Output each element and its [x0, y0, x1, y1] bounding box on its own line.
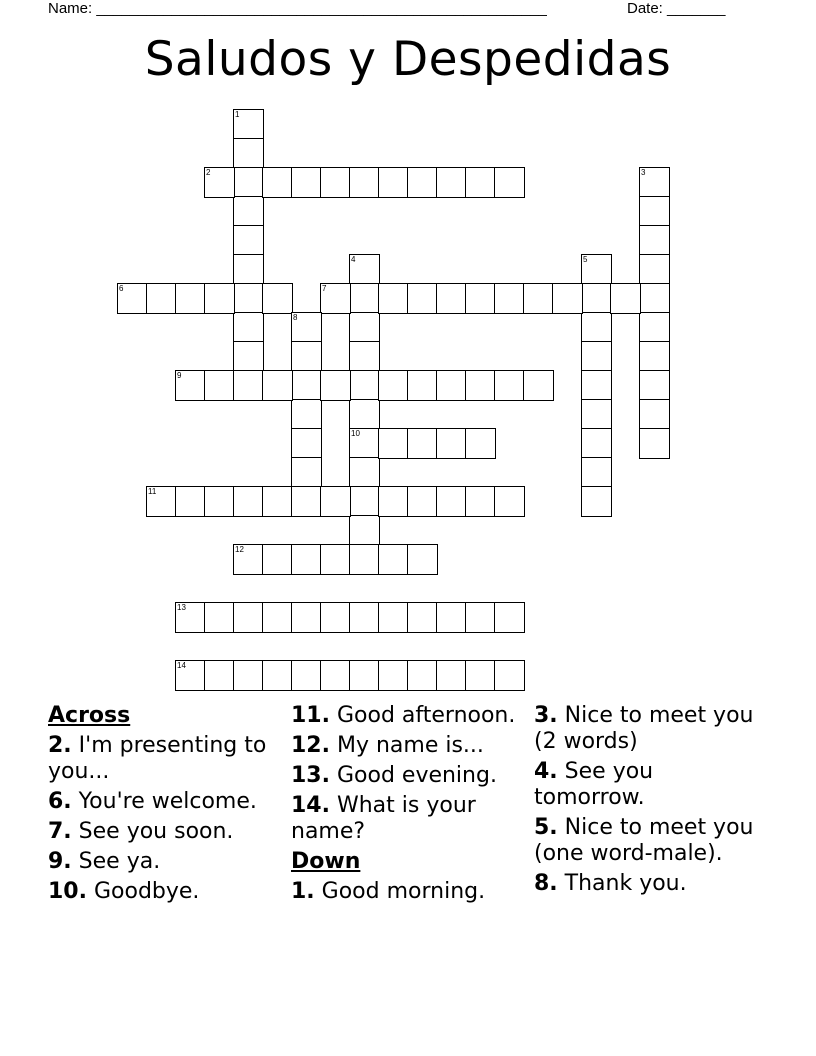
grid-cell[interactable]	[552, 283, 583, 314]
grid-cell[interactable]	[465, 370, 496, 401]
clue-number: 11	[148, 487, 157, 496]
grid-cell[interactable]	[262, 283, 293, 314]
grid-cell[interactable]	[349, 312, 380, 343]
grid-cell[interactable]	[378, 602, 409, 633]
grid-cell[interactable]	[639, 167, 670, 198]
grid-cell[interactable]	[291, 457, 322, 488]
clue-across-12: 12. My name is...	[291, 733, 484, 758]
grid-cell[interactable]	[436, 283, 467, 314]
clue-number: 5	[583, 255, 588, 264]
grid-cell[interactable]	[581, 428, 612, 459]
grid-cell[interactable]	[349, 428, 380, 459]
grid-cell[interactable]	[320, 283, 351, 314]
grid-cell[interactable]	[465, 428, 496, 459]
grid-cell[interactable]	[291, 370, 322, 401]
clue-number: 13	[177, 603, 186, 612]
grid-cell[interactable]	[581, 486, 612, 517]
grid-cell[interactable]	[523, 283, 554, 314]
grid-cell[interactable]	[523, 370, 554, 401]
grid-cell[interactable]	[233, 283, 264, 314]
grid-cell[interactable]	[291, 312, 322, 343]
grid-cell[interactable]	[233, 167, 264, 198]
clue-number: 7	[322, 284, 327, 293]
date-field: Date: _______	[627, 0, 726, 17]
grid-cell[interactable]	[494, 167, 525, 198]
grid-cell[interactable]	[407, 660, 438, 691]
grid-cell[interactable]	[233, 341, 264, 372]
grid-cell[interactable]	[494, 660, 525, 691]
clue-number: 6	[119, 284, 124, 293]
grid-cell[interactable]	[320, 167, 351, 198]
clue-number: 8	[293, 313, 298, 322]
grid-cell[interactable]	[436, 167, 467, 198]
grid-cell[interactable]	[146, 283, 177, 314]
grid-cell[interactable]	[204, 602, 235, 633]
grid-cell[interactable]	[581, 457, 612, 488]
grid-cell[interactable]	[320, 602, 351, 633]
grid-cell[interactable]	[262, 370, 293, 401]
clue-down-4: 4. See you tomorrow.	[534, 759, 654, 810]
grid-cell[interactable]	[639, 370, 670, 401]
grid-cell[interactable]	[465, 283, 496, 314]
grid-cell[interactable]	[349, 167, 380, 198]
grid-cell[interactable]	[581, 283, 612, 314]
grid-cell[interactable]	[639, 428, 670, 459]
clue-across-7: 7. See you soon.	[48, 819, 234, 844]
grid-cell[interactable]	[349, 283, 380, 314]
clue-number: 3	[641, 168, 646, 177]
grid-cell[interactable]	[581, 254, 612, 285]
grid-cell[interactable]	[262, 544, 293, 575]
grid-cell[interactable]	[233, 602, 264, 633]
grid-cell[interactable]	[436, 486, 467, 517]
clue-across-11: 11. Good afternoon.	[291, 703, 516, 728]
name-field: Name: ______________________________________________________	[48, 0, 547, 17]
grid-cell[interactable]	[436, 370, 467, 401]
grid-cell[interactable]	[407, 428, 438, 459]
grid-cell[interactable]	[320, 544, 351, 575]
clue-across-9: 9. See ya.	[48, 849, 161, 874]
grid-cell[interactable]	[204, 167, 235, 198]
grid-cell[interactable]	[291, 428, 322, 459]
grid-cell[interactable]	[378, 660, 409, 691]
grid-cell[interactable]	[407, 370, 438, 401]
grid-cell[interactable]	[233, 370, 264, 401]
grid-cell[interactable]	[465, 602, 496, 633]
clues-column-1	[48, 703, 273, 909]
across-heading: Across	[48, 703, 131, 728]
clue-down-5: 5. Nice to meet you (one word-male).	[534, 815, 754, 866]
grid-cell[interactable]	[581, 312, 612, 343]
grid-cell[interactable]	[407, 602, 438, 633]
clue-down-1: 1. Good morning.	[291, 879, 486, 904]
grid-cell[interactable]	[465, 486, 496, 517]
grid-cell[interactable]	[175, 370, 206, 401]
grid-cell[interactable]	[291, 341, 322, 372]
grid-cell[interactable]	[349, 399, 380, 430]
grid-cell[interactable]	[204, 486, 235, 517]
clue-number: 2	[206, 168, 211, 177]
grid-cell[interactable]	[175, 660, 206, 691]
grid-cell[interactable]	[291, 544, 322, 575]
clue-number: 1	[235, 110, 240, 119]
clue-number: 10	[351, 429, 360, 438]
grid-cell[interactable]	[233, 109, 264, 140]
grid-cell[interactable]	[204, 660, 235, 691]
grid-cell[interactable]	[291, 486, 322, 517]
grid-cell[interactable]	[436, 660, 467, 691]
grid-cell[interactable]	[581, 341, 612, 372]
grid-cell[interactable]	[407, 486, 438, 517]
grid-cell[interactable]	[581, 370, 612, 401]
grid-cell[interactable]	[349, 515, 380, 546]
clue-across-10: 10. Goodbye.	[48, 879, 200, 904]
clue-number: 4	[351, 255, 356, 264]
grid-cell[interactable]	[233, 486, 264, 517]
grid-cell[interactable]	[465, 167, 496, 198]
grid-cell[interactable]	[320, 660, 351, 691]
grid-cell[interactable]	[349, 602, 380, 633]
grid-cell[interactable]	[175, 602, 206, 633]
clue-down-8: 8. Thank you.	[534, 871, 687, 896]
clue-across-14: 14. What is your name?	[291, 793, 476, 844]
grid-cell[interactable]	[610, 283, 641, 314]
grid-cell[interactable]	[465, 660, 496, 691]
grid-cell[interactable]	[349, 457, 380, 488]
grid-cell[interactable]	[378, 544, 409, 575]
grid-cell[interactable]	[291, 167, 322, 198]
grid-cell[interactable]	[349, 486, 380, 517]
grid-cell[interactable]	[291, 660, 322, 691]
clues-column-2	[291, 703, 521, 909]
grid-cell[interactable]	[175, 283, 206, 314]
clue-number: 14	[177, 661, 186, 670]
grid-cell[interactable]	[349, 254, 380, 285]
grid-cell[interactable]	[320, 370, 351, 401]
grid-cell[interactable]	[175, 486, 206, 517]
down-heading: Down	[291, 849, 361, 874]
grid-cell[interactable]	[494, 283, 525, 314]
grid-cell[interactable]	[581, 399, 612, 430]
grid-cell[interactable]	[233, 225, 264, 256]
grid-cell[interactable]	[639, 312, 670, 343]
grid-cell[interactable]	[262, 660, 293, 691]
clue-across-6: 6. You're welcome.	[48, 789, 257, 814]
grid-cell[interactable]	[494, 486, 525, 517]
clues-column-3	[534, 703, 764, 901]
grid-cell[interactable]	[117, 283, 148, 314]
grid-cell[interactable]	[494, 370, 525, 401]
grid-cell[interactable]	[349, 544, 380, 575]
grid-cell[interactable]	[639, 283, 670, 314]
grid-cell[interactable]	[262, 486, 293, 517]
grid-cell[interactable]	[378, 428, 409, 459]
clue-number: 12	[235, 545, 244, 554]
grid-cell[interactable]	[233, 138, 264, 169]
grid-cell[interactable]	[378, 167, 409, 198]
grid-cell[interactable]	[639, 254, 670, 285]
grid-cell[interactable]	[262, 602, 293, 633]
grid-cell[interactable]	[204, 283, 235, 314]
grid-cell[interactable]	[407, 544, 438, 575]
clue-number: 9	[177, 371, 182, 380]
grid-cell[interactable]	[233, 660, 264, 691]
grid-cell[interactable]	[233, 544, 264, 575]
grid-cell[interactable]	[378, 486, 409, 517]
grid-cell[interactable]	[436, 602, 467, 633]
grid-cell[interactable]	[639, 196, 670, 227]
grid-cell[interactable]	[233, 196, 264, 227]
clue-across-13: 13. Good evening.	[291, 763, 497, 788]
grid-cell[interactable]	[639, 341, 670, 372]
grid-cell[interactable]	[436, 428, 467, 459]
grid-cell[interactable]	[639, 225, 670, 256]
clue-down-3: 3. Nice to meet you (2 words)	[534, 703, 754, 754]
page-title: Saludos y Despedidas	[144, 32, 672, 87]
grid-cell[interactable]	[233, 312, 264, 343]
grid-cell[interactable]	[262, 167, 293, 198]
grid-cell[interactable]	[320, 486, 351, 517]
grid-cell[interactable]	[407, 167, 438, 198]
grid-cell[interactable]	[291, 602, 322, 633]
grid-cell[interactable]	[349, 370, 380, 401]
grid-cell[interactable]	[639, 399, 670, 430]
grid-cell[interactable]	[349, 660, 380, 691]
grid-cell[interactable]	[494, 602, 525, 633]
grid-cell[interactable]	[378, 370, 409, 401]
grid-cell[interactable]	[407, 283, 438, 314]
grid-cell[interactable]	[349, 341, 380, 372]
grid-cell[interactable]	[204, 370, 235, 401]
clue-across-2: 2. I'm presenting to you...	[48, 733, 267, 784]
grid-cell[interactable]	[146, 486, 177, 517]
grid-cell[interactable]	[291, 399, 322, 430]
grid-cell[interactable]	[233, 254, 264, 285]
grid-cell[interactable]	[378, 283, 409, 314]
